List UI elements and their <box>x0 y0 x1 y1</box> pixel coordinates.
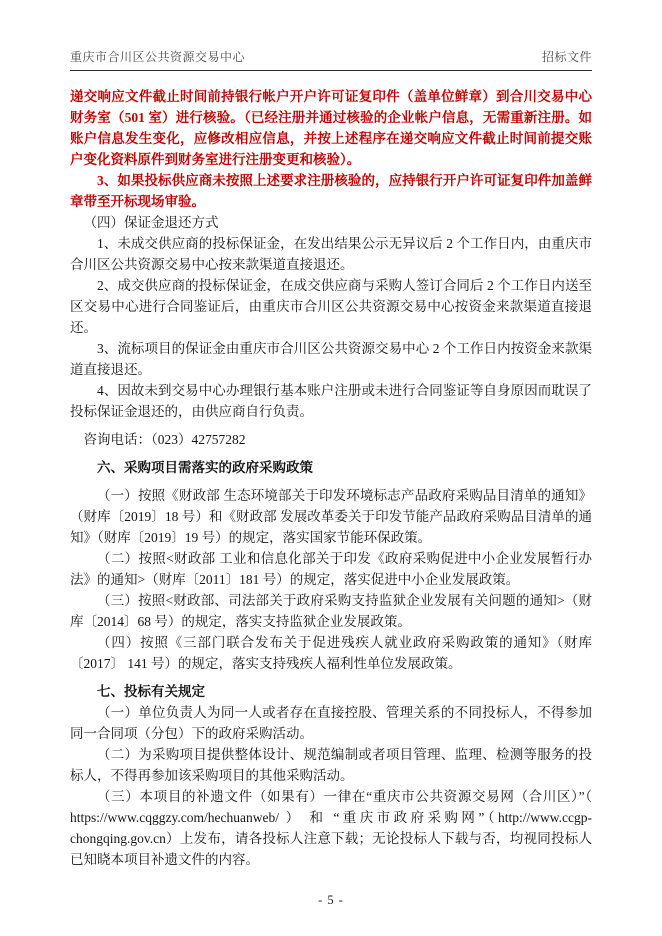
bidding-rule-1: （一）单位负责人为同一人或者存在直接控股、管理关系的不同投标人，不得参加同一合同项（分包）下的政府采购活动。 <box>70 705 592 741</box>
bidding-rule-2: （二）为采购项目提供整体设计、规范编制或者项目管理、监理、检测等服务的投标人，不得再参加该采购项目的其他采购活动。 <box>70 747 592 783</box>
account-verification-note: 递交响应文件截止时间前持银行帐户开户许可证复印件（盖单位鲜章）到合川交易中心财务室（501 室）进行核验。（已经注册并通过核验的企业帐户信息，无需重新注册。如账户信息发生变化，应修改相应信息，并按上述程序在递交响应文件截止时间前提交账户变化资料原件到财务室进行注册变更和核验）。 <box>70 89 592 167</box>
refund-item-4: 4、因故未到交易中心办理银行基本账户注册或未进行合同鉴证等自身原因而耽误了投标保证金退还的，由供应商自行负责。 <box>70 383 592 419</box>
header-org-name: 重庆市合川区公共资源交易中心 <box>70 50 246 64</box>
bidding-rule-3: （三）本项目的补遗文件（如果有）一律在“重庆市公共资源交易网（合川区）”（ https://www.cqggzy.com/hechuanweb/ ） 和 “重庆市政府采购网”（http://www.ccgp-chongqing.gov.cn）上发布，请各投标人注意下载；无论投标人下载与否，均视同投标人已知晓本项目补遗文件的内容。 <box>70 789 592 867</box>
policy-item-3: （三）按照<财政部、司法部关于政府采购支持监狱企业发展有关问题的通知>（财库〔2014〕68 号）的规定，落实支持监狱企业发展政策。 <box>70 593 592 629</box>
section-6-heading: 六、采购项目需落实的政府采购政策 <box>97 460 313 475</box>
page-header <box>70 48 592 71</box>
policy-item-2: （二）按照<财政部 工业和信息化部关于印发《政府采购促进中小企业发展暂行办法》的通知>（财库〔2011〕181 号）的规定，落实促进中小企业发展政策。 <box>70 551 592 587</box>
page-number: - 5 - <box>318 893 344 907</box>
section-refund-method-heading: （四）保证金退还方式 <box>83 215 219 230</box>
registration-requirement-item-3: 3、如果投标供应商未按照上述要求注册核验的，应持银行开户许可证复印件加盖鲜章带至开标现场审验。 <box>70 173 592 209</box>
policy-item-4: （四）按照《三部门联合发布关于促进残疾人就业政府采购政策的通知》（财库〔2017〕 141 号）的规定，落实支持残疾人福利性单位发展政策。 <box>70 635 592 671</box>
page-footer <box>0 893 662 908</box>
section-7-heading: 七、投标有关规定 <box>97 684 205 699</box>
consultation-phone: 咨询电话：（023）42757282 <box>83 432 246 447</box>
refund-item-2: 2、成交供应商的投标保证金，在成交供应商与采购人签订合同后 2 个工作日内送至区交易中心进行合同鉴证后，由重庆市合川区公共资源交易中心按资金来款渠道直接退还。 <box>70 278 592 335</box>
document-body <box>70 86 592 870</box>
header-doc-type: 招标文件 <box>541 50 592 64</box>
refund-item-1: 1、未成交供应商的投标保证金，在发出结果公示无异议后 2 个工作日内，由重庆市合川区公共资源交易中心按来款渠道直接退还。 <box>70 236 592 272</box>
refund-item-3: 3、流标项目的保证金由重庆市合川区公共资源交易中心 2 个工作日内按资金来款渠道直接退还。 <box>70 341 592 377</box>
policy-item-1: （一）按照《财政部 生态环境部关于印发环境标志产品政府采购品目清单的通知》（财库〔2019〕18 号）和《财政部 发展改革委关于印发节能产品政府采购品目清单的通知》（财库〔2019〕19 号）的规定，落实国家节能环保政策。 <box>70 488 592 545</box>
